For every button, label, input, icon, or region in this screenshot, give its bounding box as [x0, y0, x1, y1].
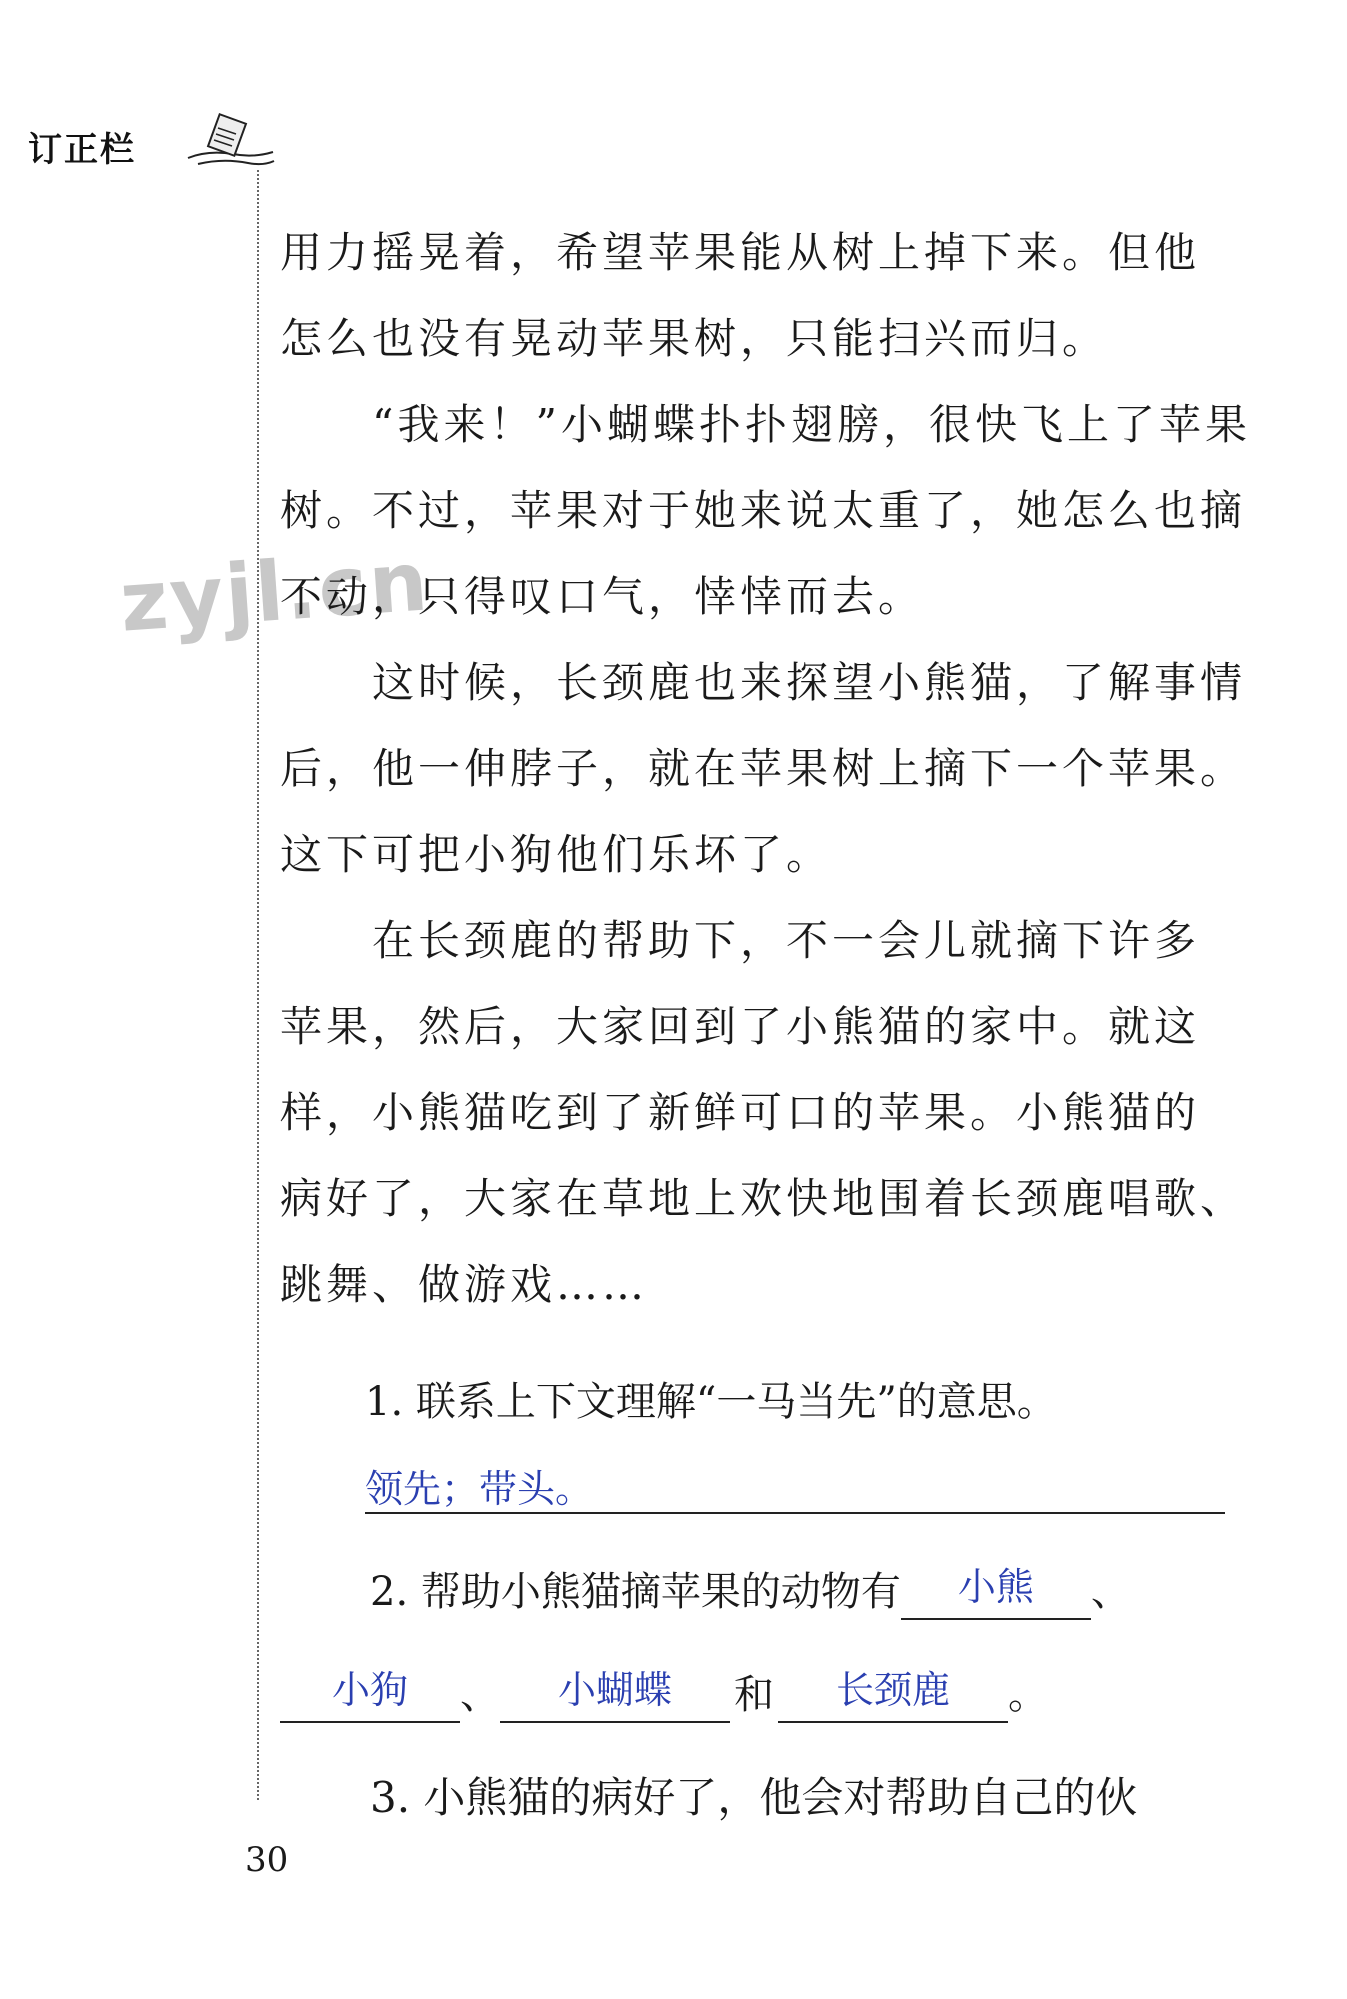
watermark: zyjl.cn [117, 534, 433, 651]
question-1-answer: 领先；带头。 [365, 1467, 594, 1511]
answer-blank-4 [778, 1665, 1008, 1723]
correction-title: 订正栏 [28, 130, 136, 170]
answer-2: 小狗 [331, 1668, 408, 1712]
answer-blank-2 [280, 1665, 460, 1723]
story-line: 苹果，然后，大家回到了小熊猫的家中。就这 [280, 1002, 1201, 1051]
story-line: 树。不过，苹果对于她来说太重了，她怎么也摘 [280, 486, 1247, 535]
question-1-text: 1. 联系上下文理解“一马当先”的意思。 [365, 1379, 1057, 1425]
answer-4: 长颈鹿 [835, 1668, 950, 1712]
margin-divider [257, 170, 259, 1800]
question-1-answer-line [365, 1512, 1225, 1514]
question-2-continued [280, 1665, 1240, 1725]
conjunction: 和 [734, 1672, 774, 1718]
story-line: 后，他一伸脖子，就在苹果树上摘下一个苹果。 [280, 744, 1247, 793]
question-2 [370, 1562, 1330, 1622]
page-number: 30 [245, 1840, 289, 1880]
story-line: 这时候，长颈鹿也来探望小熊猫，了解事情 [372, 658, 1247, 707]
story-line: 用力摇晃着，希望苹果能从树上掉下来。但他 [280, 228, 1201, 277]
separator-2: 、 [460, 1672, 500, 1718]
story-line: 怎么也没有晃动苹果树，只能扫兴而归。 [280, 314, 1109, 363]
story-line: 这下可把小狗他们乐坏了。 [280, 830, 833, 879]
answer-3: 小蝴蝶 [557, 1668, 672, 1712]
story-text [280, 210, 1251, 1328]
answer-blank-1 [901, 1562, 1091, 1620]
story-line: 跳舞、做游戏…… [280, 1260, 649, 1309]
answer-1: 小熊 [957, 1565, 1034, 1609]
pencil-paper-icon [178, 110, 278, 174]
story-line: 样，小熊猫吃到了新鲜可口的苹果。小熊猫的 [280, 1088, 1201, 1137]
answer-blank-3 [500, 1665, 730, 1723]
story-line: 病好了，大家在草地上欢快地围着长颈鹿唱歌、 [280, 1174, 1247, 1223]
story-line: 在长颈鹿的帮助下，不一会儿就摘下许多 [372, 916, 1201, 965]
story-line: 不动，只得叹口气，悻悻而去。 [280, 572, 925, 621]
question-2-end: 。 [1008, 1672, 1048, 1718]
separator-1: 、 [1090, 1569, 1131, 1615]
question-3-text: 3. 小熊猫的病好了，他会对帮助自己的伙 [370, 1773, 1138, 1822]
story-line: “我来！”小蝴蝶扑扑翅膀，很快飞上了苹果 [372, 400, 1251, 449]
question-2-prefix: 2. 帮助小熊猫摘苹果的动物有 [370, 1569, 901, 1615]
question-3 [370, 1765, 1330, 1825]
question-1 [365, 1370, 1325, 1427]
correction-column-header [28, 110, 268, 180]
